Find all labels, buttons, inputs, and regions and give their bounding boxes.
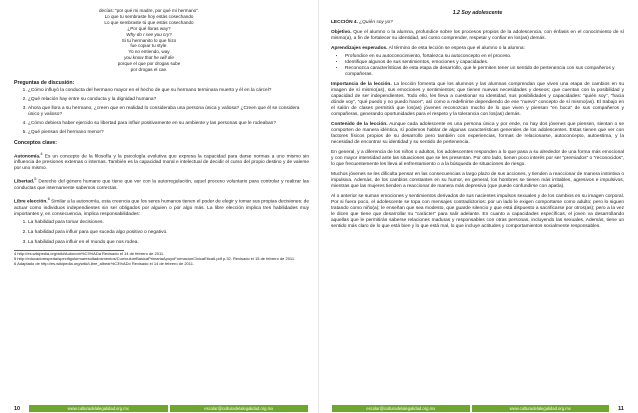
footnote-ref: 6 (47, 195, 50, 201)
concept-text: Es un concepto de la filosofía y la psicología evolutiva que expresa la capacidad para darse normas a uno mismo sin influencia de presiones externas o internas. También es la capacidad moral e intelectual de decidir el curso del propio destino y de valerse por uno mismo. (14, 154, 309, 172)
song-lyrics (74, 8, 224, 73)
expected-learning-text: Al término de esta lección se espera que el alumno o la alumna: (387, 46, 525, 51)
lyric-line-italic: Why do I see you cry? (126, 31, 172, 37)
lyric-line: por drogas el cae. (130, 67, 168, 73)
footnote: 6 Adaptado de http://es.wikipedia.org/wiki/Libre_albedr%C3%ADo Revisado el 14 de febrero de 2011. (14, 260, 195, 266)
importance-text: La lección fomenta que los alumnos y las alumnas comprendan que viven una etapa de cambios en su imagen de sí mismo(as), sus emociones y sentimientos; que tienen nuevas necesidades y deseos; que cuentan con la posibilidad y capacidad de ser independientes. Todo ello, les lleva a cuestionar su identidad, sus posibilidades y capacidades: “quién soy”, “hacia dónde voy”, “qué puedo y no puedo hacer”, así como a redefinirse dependiendo de ese “nuevo” concepto de sí mismo(as). El trabajo en el salón de clases permitirá que los(as) jóvenes reconozcan mucho de lo que viven y piensan “en boca” de sus compañeros y compañeras, generando oportunidades para el respeto y la tolerancia con los(as) demás. (331, 82, 624, 117)
questions-list (14, 88, 309, 136)
footer-email-link[interactable]: escolar@culturadelalegalidad.org.mx (332, 405, 470, 412)
expected-learning-paragraph (331, 46, 624, 52)
body-paragraph: Muchos jóvenes se les dificulta pensar en las consecuencias a largo plazo de sus acciones, y tienden a reaccionar de manera instintiva o impulsiva. Además, de los cambios constantes en su humor, en general, los hombres se tienen más irritables, agresivos e impulsivos, mientras que las mujeres tienden a reaccionar de manera más depresiva (que puede confundirse con apatía). (331, 172, 624, 189)
lesson-title: ¿Quién soy yo? (357, 20, 393, 25)
lesson-label: LECCIÓN 4. (331, 20, 358, 25)
content-label: Contenido de la lección. (331, 122, 388, 127)
expected-learning-label: Aprendizajes esperados. (331, 46, 388, 51)
lyric-line: porque el que por drogas sube (117, 61, 181, 67)
skill-item: 2. La habilidad para influir para que suceda algo positivo o negativo. (28, 230, 309, 236)
lyric-line: ¿Por qué lloras way? (127, 25, 171, 31)
footer-website-link[interactable]: www.culturadelalegalidad.org.mx (29, 405, 168, 412)
right-page (319, 0, 638, 413)
lyric-line: fue copiar tu style. (130, 43, 168, 49)
objective-label: Objetivo. (331, 30, 352, 35)
content-text: Aunque cada adolescente es una persona única y por ende, no hay dos jóvenes que piensen, sientan o se comporten de manera idéntica, sí podemos hablar de algunas características generales de los adolescentes. Estas tienen que ver con factores físicos propios de su desarrollo pero también con experiencias, formas de relacionarse, autoconcepto, autoestima, y la necesidad de encontrar su identidad y su sentido de pertenencia. (331, 122, 624, 145)
content-paragraph (331, 122, 624, 146)
concept-libertad (14, 176, 309, 192)
lesson-heading (331, 20, 624, 26)
lyric-line: Lo que tu sembraste hoy estás cosechando (104, 13, 194, 19)
section-title: 1.2 Soy adolescente (452, 10, 503, 16)
question-item: 5. ¿Qué piensan del hermano menor? (28, 130, 309, 136)
footnote: 4 http://es.wikipedia.org/wiki/Autonom%C3%ADa Revisado el 14 de febrero de 2011. (14, 250, 165, 256)
page-number: 10 (14, 405, 21, 412)
concept-text: Similar a la autonomía, esta creencia que los seres humanos tienen el poder de elegir y tomar sus propias decisiones: de actuar como individuos independientes sin ser obligados por alguien o por algo más. La libre elección implica tres habilidades muy importantes y, en consecuencia, implica responsabilidades: (14, 199, 310, 217)
footer-website-link[interactable]: www.culturadelalegalidad.org.mx (472, 405, 610, 412)
lyric-line: Lo que sembraste tú que estás cosechando (104, 19, 194, 25)
question-item: 4. ¿Cómo debiera haber ejercido su libertad para influir positivamente en su ambiente y las personas que le rodeaban? (28, 121, 309, 127)
concepts-heading: Conceptos clave: (14, 140, 57, 147)
objective-text: Que el alumno o la alumna, profundice sobre los procesos propios de la adolescencia, con énfasis en el conocimiento de sí mismo(a), a fin de fortalecer su identidad, así como comprender, respetar y confiar en los(as) demás. (331, 30, 624, 41)
concept-text: Derecho del género humano que tiene que ver con la autorregulación, aquel proceso voluntario para controlar y realizar las conductas que internamente sabemos correctas. (14, 179, 309, 191)
outcome-item: • Profundice en su autoconocimiento, fortalezca su autoconcepto en el proceso. (345, 54, 624, 60)
right-footer (331, 404, 624, 413)
concept-autonomia (14, 151, 309, 173)
question-item: 2. ¿Qué relación hay entre su conducta y la dignidad humana? (28, 97, 309, 103)
page-number: 11 (618, 405, 624, 412)
footnote-ref: 5 (34, 176, 37, 182)
concept-libre-eleccion (14, 196, 309, 218)
footnote: 5 http://educadorespeda/specifigolormaresultadosmentos/CurriculumBasicaPrimariaApoyoFormacionCivicaEtica6.pdf p.32. Revisado el 15 de febrero de 2011. (14, 255, 296, 261)
lyric-line-italic: you know that he will die (124, 55, 174, 61)
skill-item: 1. La habilidad para tomar decisiones. (28, 220, 309, 226)
question-item: 1. ¿Cómo influyó la conducta del hermano mayor en el hecho de que su hermano terminara muerto y él en la cárcel? (28, 88, 309, 94)
importance-label: Importancia de la lección. (331, 82, 392, 87)
objective-paragraph (331, 30, 624, 42)
lyric-line: decías: “por qué mi madre, por qué mi hermano”. (98, 8, 200, 13)
outcome-item: • Identifique algunos de sus sentimientos, emociones y capacidades. (345, 60, 624, 66)
body-paragraph: Al o anterior se suman emociones y sentimientos derivados de sus nacientes impulsos sexuales y de los cambios en su imagen corporal. Por si fuera poco, el adolescente se topa con mensajes contradictorios: por un lado le exigen comportarse como adulto; pero lo siguen tratando como niño(a); le enseñan que sea modesto, que guarde silencio y que está dispuesto a sacrificarse por otros(as); pero a la vez le dicen que tiene que desarrollar su “carácter” para salir adelante. En cuanto a capacidades específicas, el joven va desarrollando aquellas que le permitirán saberse relaciones maduras y responsables con otras personas, incluyendo las sexuales. Además, tiene un sentido más claro de lo que está bien y lo que está mal, lo que incluye actitudes y comportamientos socialmente responsables. (331, 194, 624, 229)
questions-heading: Preguntas de discusión: (14, 79, 75, 86)
concept-term: Autonomía. (14, 154, 41, 160)
left-footer (14, 404, 309, 413)
concept-term: Libertad. (14, 179, 35, 185)
outcome-item: • Reconozca características de esta etapa de desarrollo, que le permiten tener un sentido de pertenencia con sus compañeros y compañeras. (345, 66, 624, 78)
question-item: 3. Ahora que llora a su hermano, ¿creen que en realidad lo consideraba una persona única y valiosa? ¿Creen que él se considera único y valioso? (28, 106, 309, 118)
lyric-line: Si tu hermanito lo que hizo (121, 37, 177, 43)
concept-term: Libre elección. (14, 199, 48, 205)
outcomes-list (331, 54, 624, 78)
importance-paragraph (331, 82, 624, 118)
skills-list (14, 220, 309, 246)
lyric-line: Yo no entiendo, way (128, 49, 170, 55)
footer-email-link[interactable]: escolar@culturadelalegalidad.org.mx (170, 405, 309, 412)
footnote-ref: 4 (40, 150, 43, 156)
skill-item: 3. La habilidad para influir en el mundo que nos rodea. (28, 240, 309, 246)
body-paragraph: En general, y a diferencia de los niños o adultos, los adolescentes responden a lo que pasa a su alrededor de una forma más emocional y con mayor intensidad ante las situaciones que se les presentan. Por otro lado, tienen poco interés por ser “premiados” o “reconocidos”, lo que frecuentemente les lleva al enfrentamiento o a la búsqueda de situaciones de riesgo. (331, 150, 624, 167)
